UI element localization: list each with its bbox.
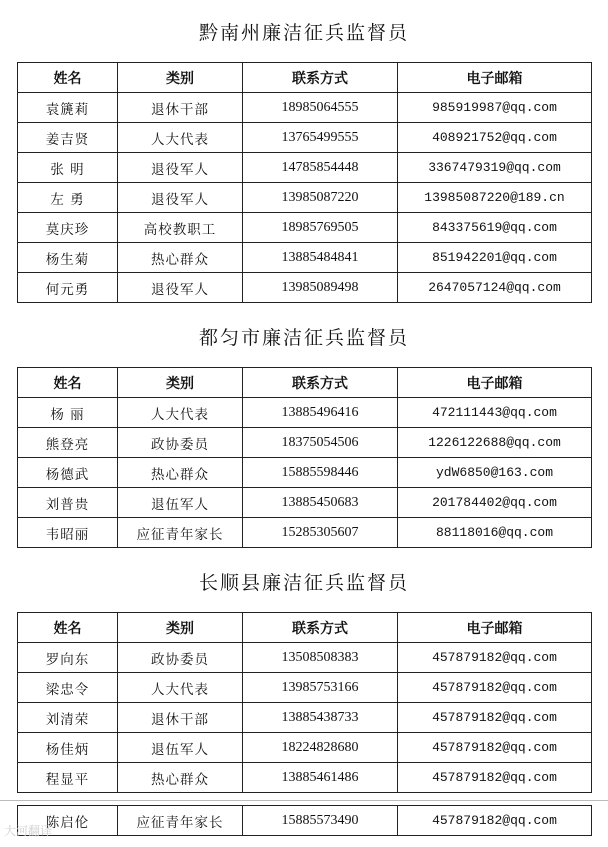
cell-email: 843375619@qq.com	[398, 213, 592, 243]
header-name: 姓名	[18, 613, 118, 643]
cell-email: ydW6850@163.com	[398, 458, 592, 488]
cell-name: 姜吉贤	[18, 123, 118, 153]
section-title-duyun: 都匀市廉洁征兵监督员	[198, 327, 409, 349]
cell-name: 张 明	[18, 153, 118, 183]
cell-category: 退伍军人	[118, 733, 243, 763]
cell-phone: 18985064555	[243, 93, 398, 123]
cell-phone: 13985087220	[243, 183, 398, 213]
cell-phone: 13508508383	[243, 643, 398, 673]
cell-category: 退役军人	[118, 273, 243, 303]
table-body	[18, 93, 592, 303]
table-row	[18, 123, 592, 153]
cell-name: 刘清荣	[18, 703, 118, 733]
header-category: 类别	[118, 63, 243, 93]
cell-phone: 18224828680	[243, 733, 398, 763]
cell-category: 应征青年家长	[118, 806, 243, 836]
section-title-changshun: 长顺县廉洁征兵监督员	[198, 572, 409, 594]
cell-name: 杨德武	[18, 458, 118, 488]
cell-category: 人大代表	[118, 398, 243, 428]
table-row	[18, 763, 592, 793]
table-row	[18, 428, 592, 458]
cell-name: 陈启伦	[18, 806, 118, 836]
cell-category: 退休干部	[118, 93, 243, 123]
cell-email: 88118016@qq.com	[398, 518, 592, 548]
cell-category: 人大代表	[118, 123, 243, 153]
cell-name: 韦昭丽	[18, 518, 118, 548]
cell-phone: 15885573490	[243, 806, 398, 836]
cell-name: 左 勇	[18, 183, 118, 213]
cell-email: 457879182@qq.com	[398, 703, 592, 733]
table-row	[18, 273, 592, 303]
table-row	[18, 93, 592, 123]
cell-category: 政协委员	[118, 428, 243, 458]
cell-email: 408921752@qq.com	[398, 123, 592, 153]
cell-name: 袁篪莉	[18, 93, 118, 123]
section-title-qiannan: 黔南州廉洁征兵监督员	[198, 22, 409, 44]
cell-email: 1226122688@qq.com	[398, 428, 592, 458]
header-category: 类别	[118, 368, 243, 398]
table-row	[18, 243, 592, 273]
cell-name: 梁忠令	[18, 673, 118, 703]
table-body	[18, 398, 592, 548]
cell-phone: 15885598446	[243, 458, 398, 488]
cell-name: 程显平	[18, 763, 118, 793]
cell-phone: 13765499555	[243, 123, 398, 153]
table-row	[18, 733, 592, 763]
cell-email: 2647057124@qq.com	[398, 273, 592, 303]
cell-category: 退役军人	[118, 153, 243, 183]
cell-category: 退役军人	[118, 183, 243, 213]
cell-category: 热心群众	[118, 243, 243, 273]
table-row	[18, 518, 592, 548]
table-row	[18, 703, 592, 733]
cell-phone: 18375054506	[243, 428, 398, 458]
supervisor-table-qiannan	[17, 62, 592, 303]
cell-phone: 13885496416	[243, 398, 398, 428]
header-name: 姓名	[18, 368, 118, 398]
cell-phone: 13885461486	[243, 763, 398, 793]
cell-name: 刘普贵	[18, 488, 118, 518]
header-phone: 联系方式	[243, 63, 398, 93]
table-row	[18, 673, 592, 703]
cell-name: 杨生菊	[18, 243, 118, 273]
table-row	[18, 183, 592, 213]
header-category: 类别	[118, 613, 243, 643]
table-row	[18, 458, 592, 488]
table-header-row	[18, 613, 592, 643]
cell-category: 高校教职工	[118, 213, 243, 243]
supervisor-table-changshun-continued	[17, 805, 592, 836]
cell-email: 457879182@qq.com	[398, 733, 592, 763]
cell-phone: 15285305607	[243, 518, 398, 548]
supervisor-table-changshun	[17, 612, 592, 793]
table-header-row	[18, 368, 592, 398]
cell-email: 3367479319@qq.com	[398, 153, 592, 183]
supervisor-table-duyun	[17, 367, 592, 548]
cell-category: 热心群众	[118, 458, 243, 488]
cell-name: 杨佳炳	[18, 733, 118, 763]
cell-phone: 13885484841	[243, 243, 398, 273]
watermark: 大河翻译	[4, 824, 53, 838]
cell-name: 熊登亮	[18, 428, 118, 458]
page-divider	[0, 800, 608, 801]
cell-category: 人大代表	[118, 673, 243, 703]
cell-category: 退伍军人	[118, 488, 243, 518]
cell-name: 罗向东	[18, 643, 118, 673]
table-row	[18, 806, 592, 836]
cell-email: 457879182@qq.com	[398, 806, 592, 836]
cell-phone: 13885450683	[243, 488, 398, 518]
cell-phone: 13885438733	[243, 703, 398, 733]
cell-name: 杨 丽	[18, 398, 118, 428]
cell-phone: 18985769505	[243, 213, 398, 243]
cell-email: 201784402@qq.com	[398, 488, 592, 518]
table-body	[18, 643, 592, 793]
header-phone: 联系方式	[243, 613, 398, 643]
cell-email: 457879182@qq.com	[398, 763, 592, 793]
header-email: 电子邮箱	[398, 63, 592, 93]
table-row	[18, 398, 592, 428]
cell-email: 472111443@qq.com	[398, 398, 592, 428]
cell-name: 何元勇	[18, 273, 118, 303]
cell-email: 985919987@qq.com	[398, 93, 592, 123]
header-email: 电子邮箱	[398, 368, 592, 398]
header-email: 电子邮箱	[398, 613, 592, 643]
cell-category: 应征青年家长	[118, 518, 243, 548]
table-row	[18, 153, 592, 183]
header-name: 姓名	[18, 63, 118, 93]
cell-category: 政协委员	[118, 643, 243, 673]
cell-email: 457879182@qq.com	[398, 643, 592, 673]
cell-email: 457879182@qq.com	[398, 673, 592, 703]
cell-phone: 13985753166	[243, 673, 398, 703]
cell-phone: 13985089498	[243, 273, 398, 303]
cell-name: 莫庆珍	[18, 213, 118, 243]
cell-email: 13985087220@189.cn	[398, 183, 592, 213]
table-header-row	[18, 63, 592, 93]
cell-phone: 14785854448	[243, 153, 398, 183]
table-row	[18, 643, 592, 673]
table-row	[18, 213, 592, 243]
cell-email: 851942201@qq.com	[398, 243, 592, 273]
cell-category: 热心群众	[118, 763, 243, 793]
cell-category: 退休干部	[118, 703, 243, 733]
header-phone: 联系方式	[243, 368, 398, 398]
table-row	[18, 488, 592, 518]
